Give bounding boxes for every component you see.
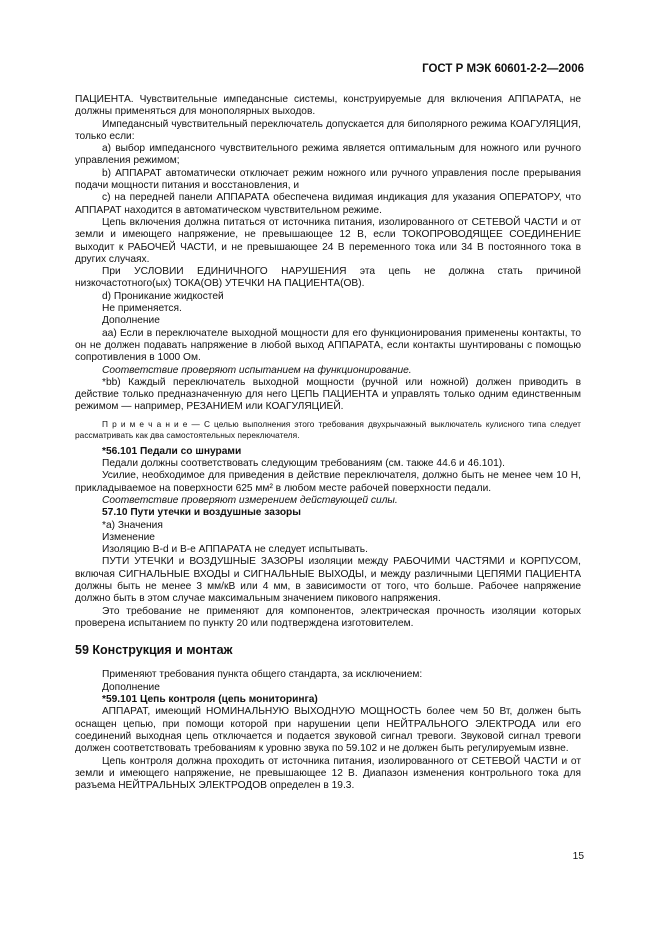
paragraph: Цепь контроля должна проходить от источника питания, изолированного от СЕТЕВОЙ ЧАСТИ и от земли и имеющего напряжение, не превышающее 12 В. Диапазон изменения контрольного тока для разъема НЕЙТРАЛЬНЫХ ЭЛЕКТРОДОВ определен в 19.3. [75, 755, 581, 792]
document-header: ГОСТ Р МЭК 60601-2-2—2006 [422, 63, 584, 75]
paragraph: Это требование не применяют для компонентов, электрическая прочность изоляции которых проверена испытанием по пункту 20 или подтверждена изготовителем. [75, 605, 581, 629]
compliance-text: Соответствие проверяют измерением действующей силы. [102, 494, 398, 506]
clause-heading: 57.10 Пути утечки и воздушные зазоры [102, 507, 301, 519]
page-number: 15 [572, 851, 584, 862]
paragraph: Изменение [102, 531, 155, 543]
paragraph: ПУТИ УТЕЧКИ и ВОЗДУШНЫЕ ЗАЗОРЫ изоляции между РАБОЧИМИ ЧАСТЯМИ и КОРПУСОМ, включая СИГНАЛЬНЫЕ ВХОДЫ и СИГНАЛЬНЫЕ ВЫХОДЫ, и между различными ЦЕПЯМИ ПАЦИЕНТА должны быть не менее 3 мм/кВ или 4 мм, в зависимости от того, что больше. Рабочее напряжение должно быть в этом случае максимальным значением пикового напряжения. [75, 556, 581, 605]
note: П р и м е ч а н и е — С целью выполнения этого требования двухрычажный выключатель кулисного типа следует рассматривать как два самостоятельных переключателя. [75, 418, 581, 440]
subitem-heading: *а) Значения [102, 519, 163, 531]
list-item: a) выбор импедансного чувствительного режима является оптимальным для ножного или ручного управления режимом; [75, 143, 581, 167]
section-heading: 59 Конструкция и монтаж [75, 643, 233, 658]
list-item: аа) Если в переключателе выходной мощности для его функционирования применены контакты, то он не должен подавать напряжение в любой выход АППАРАТА, если контакты шунтированы с помощью сопротивления в 1000 Ом. [75, 327, 581, 364]
paragraph: Применяют требования пункта общего стандарта, за исключением: [102, 669, 423, 681]
paragraph: АППАРАТ, имеющий НОМИНАЛЬНУЮ ВЫХОДНУЮ МОЩНОСТЬ более чем 50 Вт, должен быть оснащен цепью, при помощи которой при нарушении цепи НЕЙТРАЛЬНОГО ЭЛЕКТРОДА или его соединений выходная цепь отключается и подается звуковой сигнал тревоги. Звуковой сигнал тревоги должен соответствовать требованиям к уровню звука по 59.102 и не должен быть регулируемым извне. [75, 706, 581, 755]
paragraph: Дополнение [102, 315, 160, 327]
paragraph: Дополнение [102, 681, 160, 693]
paragraph: Педали должны соответствовать следующим требованиям (см. также 44.6 и 46.101). [102, 458, 505, 470]
clause-heading: *56.101 Педали со шнурами [102, 445, 242, 457]
paragraph: Изоляцию B-d и B-e АППАРАТА не следует испытывать. [102, 544, 368, 556]
paragraph: Не применяется. [102, 303, 182, 315]
paragraph: Цепь включения должна питаться от источника питания, изолированного от СЕТЕВОЙ ЧАСТИ и от земли и имеющего напряжение, не превышающее 12 В, если ТОКОПРОВОДЯЩЕЕ СОЕДИНЕНИЕ выходит к РАБОЧЕЙ ЧАСТИ, и не превышающее 24 В переменного тока или 34 В постоянного тока в других случаях. [75, 216, 581, 265]
subitem-heading: d) Проникание жидкостей [102, 290, 224, 302]
compliance-text: Соответствие проверяют испытанием на функционирование. [102, 364, 412, 376]
paragraph: При УСЛОВИИ ЕДИНИЧНОГО НАРУШЕНИЯ эта цепь не должна стать причиной низкочастотного(ых) ТОКА(ОВ) УТЕЧКИ НА ПАЦИЕНТА(ОВ). [75, 266, 581, 290]
list-item: c) на передней панели АППАРАТА обеспечена видимая индикация для указания ОПЕРАТОРУ, что АППАРАТ находится в автоматическом чувствительном режиме. [75, 192, 581, 216]
page-content [75, 94, 581, 792]
list-item: *bb) Каждый переключатель выходной мощности (ручной или ножной) должен приводить в действие только предназначенную для него ЦЕПЬ ПАЦИЕНТА и управлять только одним единственным режимом — например, РЕЗАНИЕМ или КОАГУЛЯЦИЕЙ. [75, 376, 581, 413]
paragraph: Импедансный чувствительный переключатель допускается для биполярного режима КОАГУЛЯЦИЯ, только если: [75, 118, 581, 142]
paragraph: Усилие, необходимое для приведения в действие переключателя, должно быть не менее чем 10 Н, прикладываемое на поверхности 625 мм² в любом месте рабочей поверхности педали. [75, 470, 581, 494]
clause-heading: *59.101 Цепь контроля (цепь мониторинга) [102, 694, 318, 706]
paragraph: ПАЦИЕНТА. Чувствительные импедансные системы, конструируемые для включения АППАРАТА, не должны применяться для монополярных выходов. [75, 94, 581, 118]
list-item: b) АППАРАТ автоматически отключает режим ножного или ручного управления после прерывания подачи мощности питания и восстановления, и [75, 167, 581, 192]
